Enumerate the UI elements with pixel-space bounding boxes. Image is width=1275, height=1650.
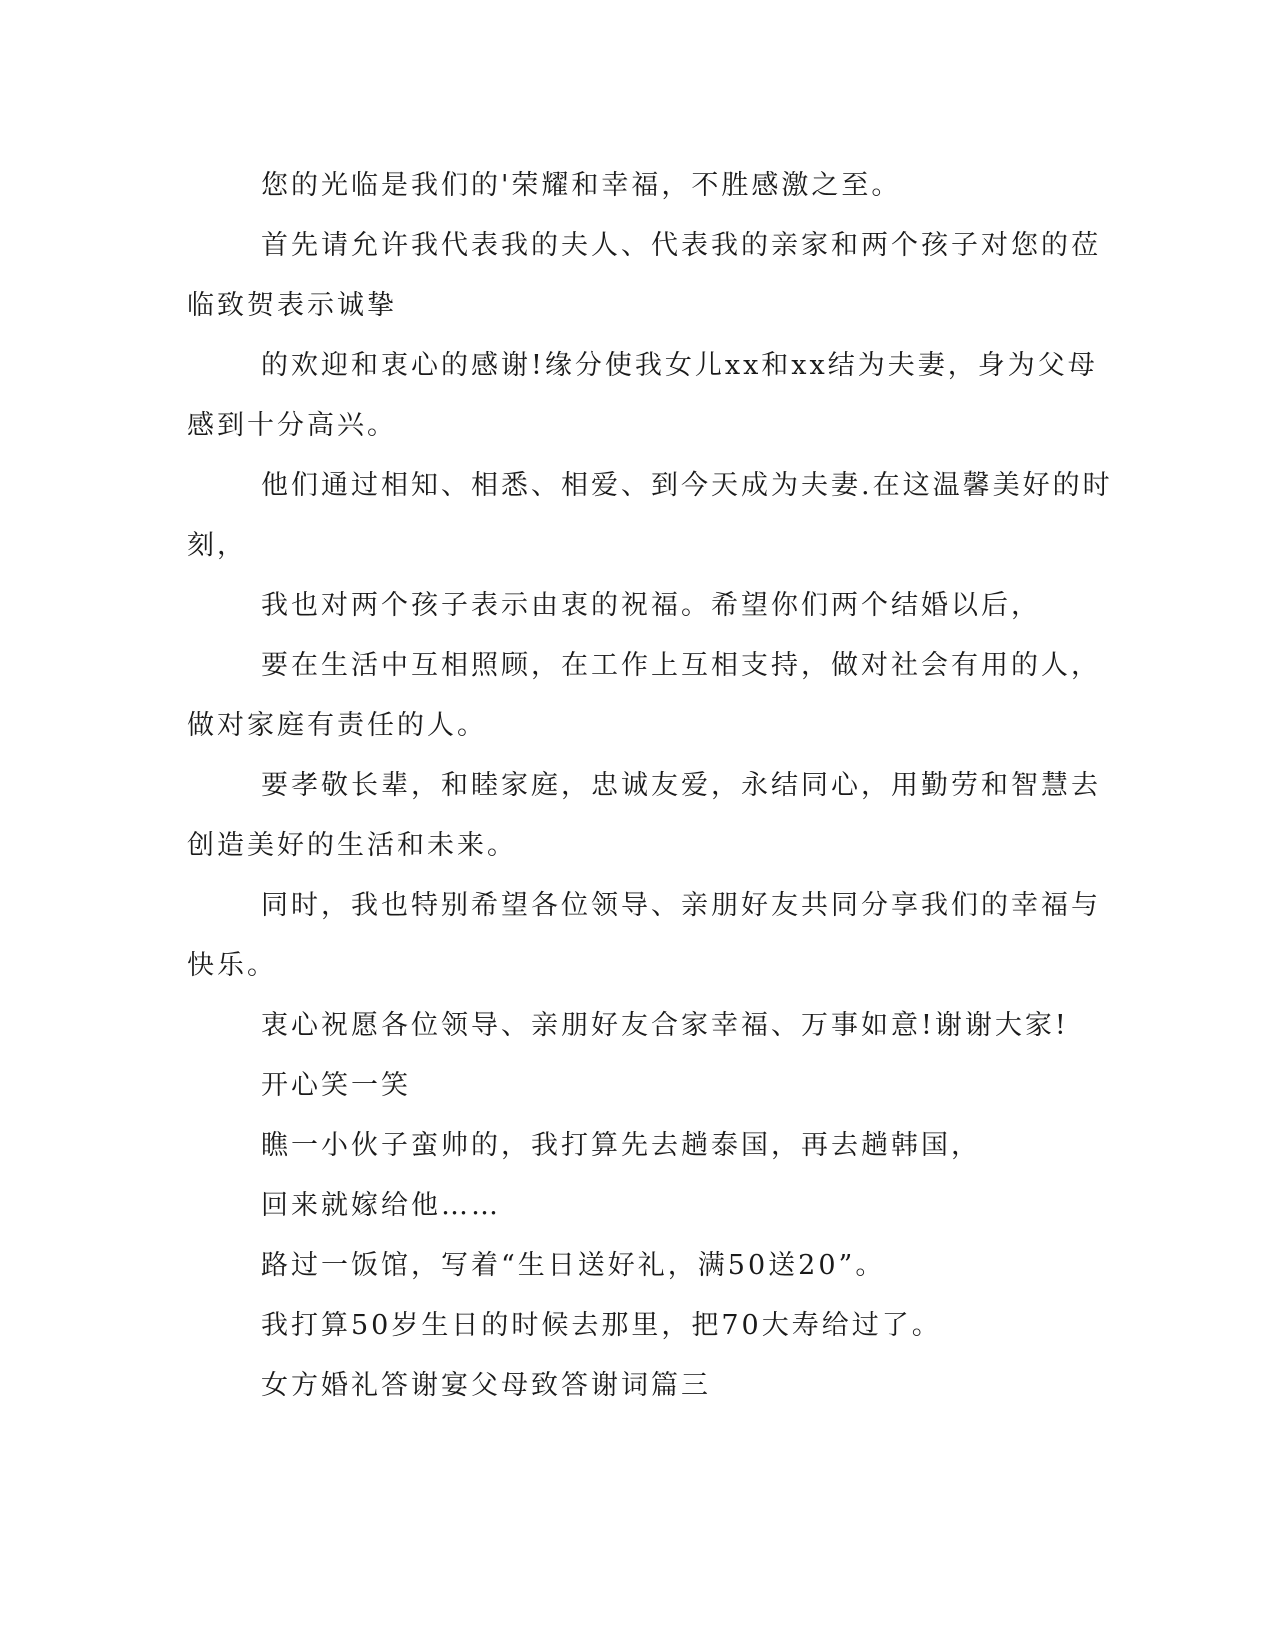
text-line: 快乐。 — [187, 950, 277, 981]
text-line: 要在生活中互相照顾，在工作上互相支持，做对社会有用的人， — [261, 650, 1101, 681]
section-heading: 女方婚礼答谢宴父母致答谢词篇三 — [261, 1370, 711, 1401]
text-line: 创造美好的生活和未来。 — [187, 830, 517, 861]
paragraph — [187, 996, 1067, 1056]
text-line: 临致贺表示诚挚 — [187, 290, 397, 321]
paragraph — [187, 576, 1067, 636]
paragraph — [187, 636, 1101, 756]
text-line: 首先请允许我代表我的夫人、代表我的亲家和两个孩子对您的莅 — [261, 230, 1101, 261]
text-line: 路过一饭馆，写着“生日送好礼，满50送20”。 — [261, 1250, 886, 1281]
paragraph — [187, 216, 1101, 336]
text-line: 要孝敬长辈，和睦家庭，忠诚友爱，永结同心，用勤劳和智慧去 — [261, 770, 1101, 801]
document-body — [187, 156, 1113, 1416]
text-line: 同时，我也特别希望各位领导、亲朋好友共同分享我们的幸福与 — [261, 890, 1101, 921]
paragraph — [187, 1056, 1067, 1116]
text-line: 我也对两个孩子表示由衷的祝福。希望你们两个结婚以后， — [261, 590, 1041, 621]
text-line: 回来就嫁给他…… — [261, 1190, 501, 1221]
paragraph — [187, 1296, 1067, 1356]
paragraph — [187, 876, 1101, 996]
text-line: 开心笑一笑 — [261, 1070, 411, 1101]
paragraph — [187, 336, 1098, 456]
text-line: 您的光临是我们的'荣耀和幸福，不胜感激之至。 — [261, 170, 902, 201]
text-line: 我打算50岁生日的时候去那里，把70大寿给过了。 — [261, 1310, 942, 1341]
text-line: 做对家庭有责任的人。 — [187, 710, 487, 741]
paragraph — [187, 756, 1101, 876]
text-line: 刻， — [187, 530, 247, 561]
paragraph — [187, 1176, 1067, 1236]
paragraph — [187, 1356, 1067, 1416]
paragraph — [187, 1116, 1067, 1176]
paragraph — [187, 156, 1067, 216]
paragraph — [187, 1236, 1067, 1296]
text-line: 的欢迎和衷心的感谢!缘分使我女儿xx和xx结为夫妻，身为父母 — [261, 350, 1098, 381]
text-line: 他们通过相知、相悉、相爱、到今天成为夫妻.在这温馨美好的时 — [261, 470, 1113, 501]
text-line: 感到十分高兴。 — [187, 410, 397, 441]
paragraph — [187, 456, 1113, 576]
text-line: 瞧一小伙子蛮帅的，我打算先去趟泰国，再去趟韩国， — [261, 1130, 981, 1161]
text-line: 衷心祝愿各位领导、亲朋好友合家幸福、万事如意!谢谢大家! — [261, 1010, 1069, 1041]
